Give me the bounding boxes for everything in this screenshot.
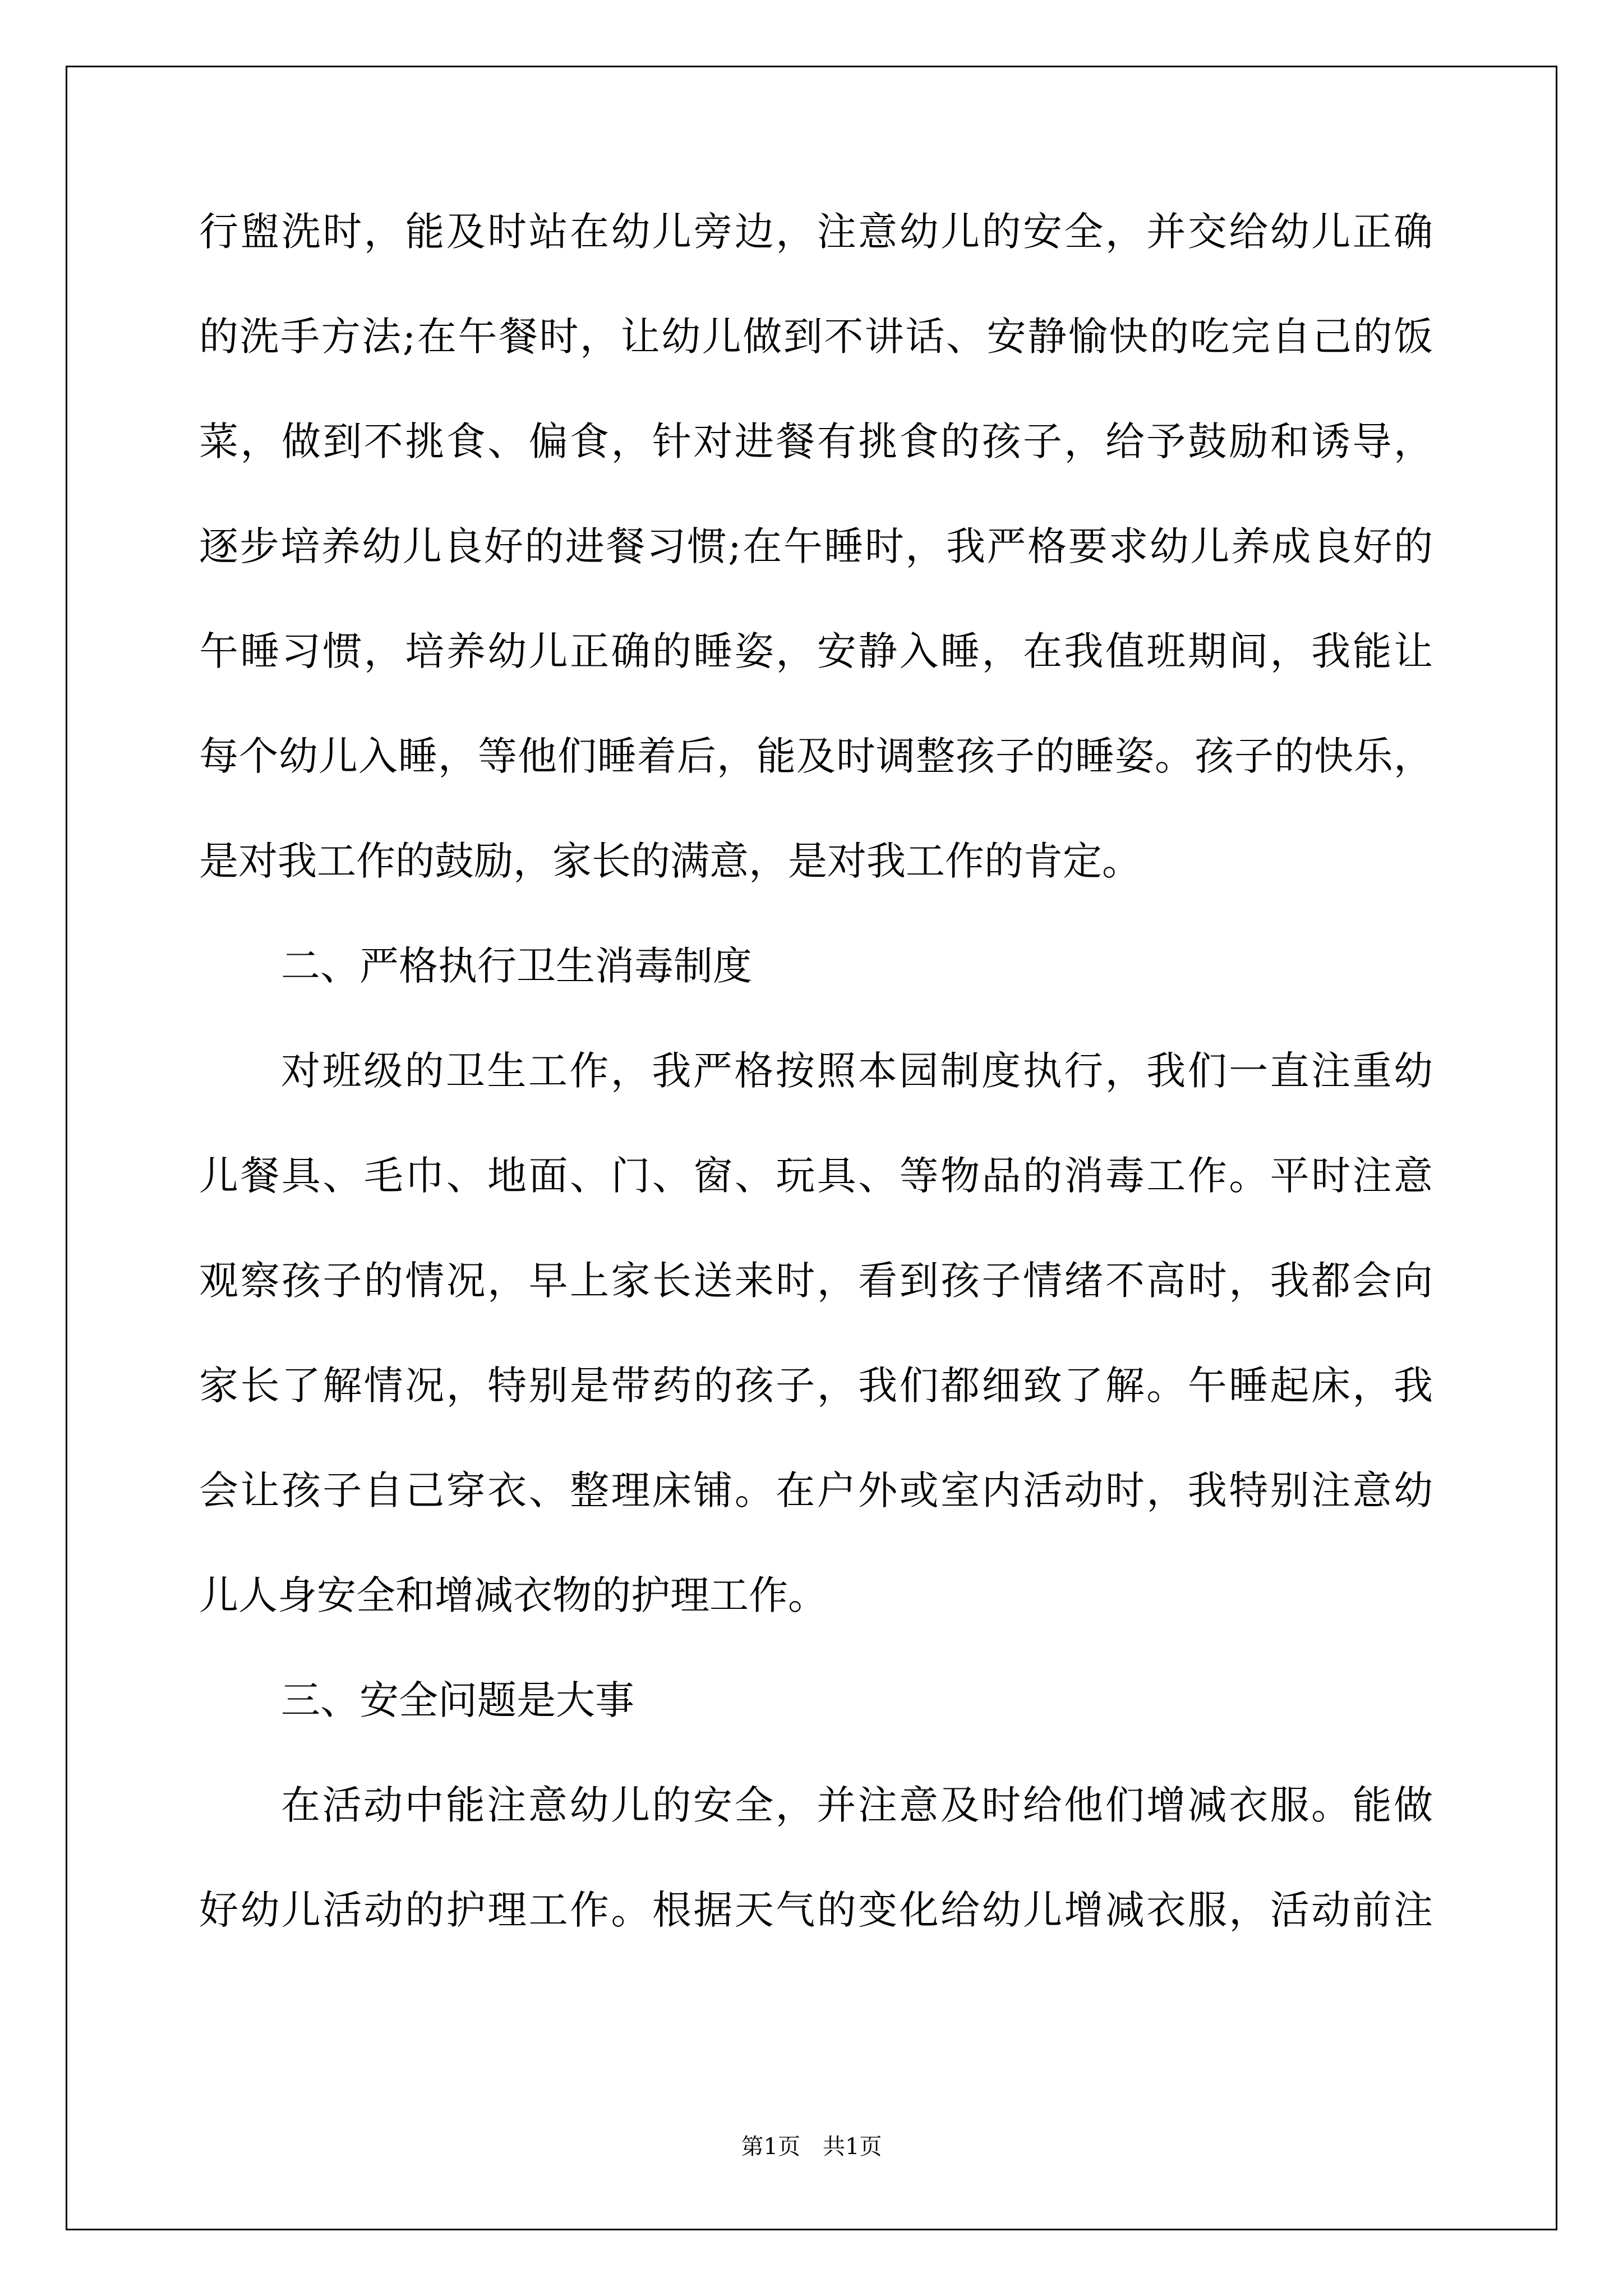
text-line: 好幼儿活动的护理工作。根据天气的变化给幼儿增减衣服，活动前注: [199, 1887, 1433, 1933]
text-line: 午睡习惯，培养幼儿正确的睡姿，安静入睡，在我值班期间，我能让: [199, 628, 1433, 674]
section-heading: 二、严格执行卫生消毒制度: [281, 943, 752, 989]
text-line: 会让孩子自己穿衣、整理床铺。在户外或室内活动时，我特别注意幼: [199, 1467, 1433, 1513]
text-line: 家长了解情况，特别是带药的孩子，我们都细致了解。午睡起床，我: [199, 1363, 1433, 1409]
text-line: 在活动中能注意幼儿的安全，并注意及时给他们增减衣服。能做: [281, 1782, 1433, 1828]
section-heading: 三、安全问题是大事: [281, 1677, 634, 1723]
page-footer: 第1页 共1页: [741, 2134, 882, 2160]
text-line: 菜，做到不挑食、偏食，针对进餐有挑食的孩子，给予鼓励和诱导，: [199, 418, 1433, 464]
text-line: 儿人身安全和增减衣物的护理工作。: [199, 1572, 827, 1618]
text-line: 的洗手方法;在午餐时，让幼儿做到不讲话、安静愉快的吃完自己的饭: [199, 314, 1433, 360]
text-line: 对班级的卫生工作，我严格按照本园制度执行，我们一直注重幼: [281, 1048, 1433, 1094]
text-line: 儿餐具、毛巾、地面、门、窗、玩具、等物品的消毒工作。平时注意: [199, 1153, 1433, 1199]
text-line: 逐步培养幼儿良好的进餐习惯;在午睡时，我严格要求幼儿养成良好的: [199, 523, 1433, 569]
text-line: 观察孩子的情况，早上家长送来时，看到孩子情绪不高时，我都会向: [199, 1258, 1433, 1304]
text-line: 每个幼儿入睡，等他们睡着后，能及时调整孩子的睡姿。孩子的快乐，: [199, 733, 1433, 779]
document-body: [199, 209, 1433, 1995]
text-line: 行盥洗时，能及时站在幼儿旁边，注意幼儿的安全，并交给幼儿正确: [199, 209, 1433, 255]
text-line: 是对我工作的鼓励，家长的满意，是对我工作的肯定。: [199, 838, 1141, 884]
